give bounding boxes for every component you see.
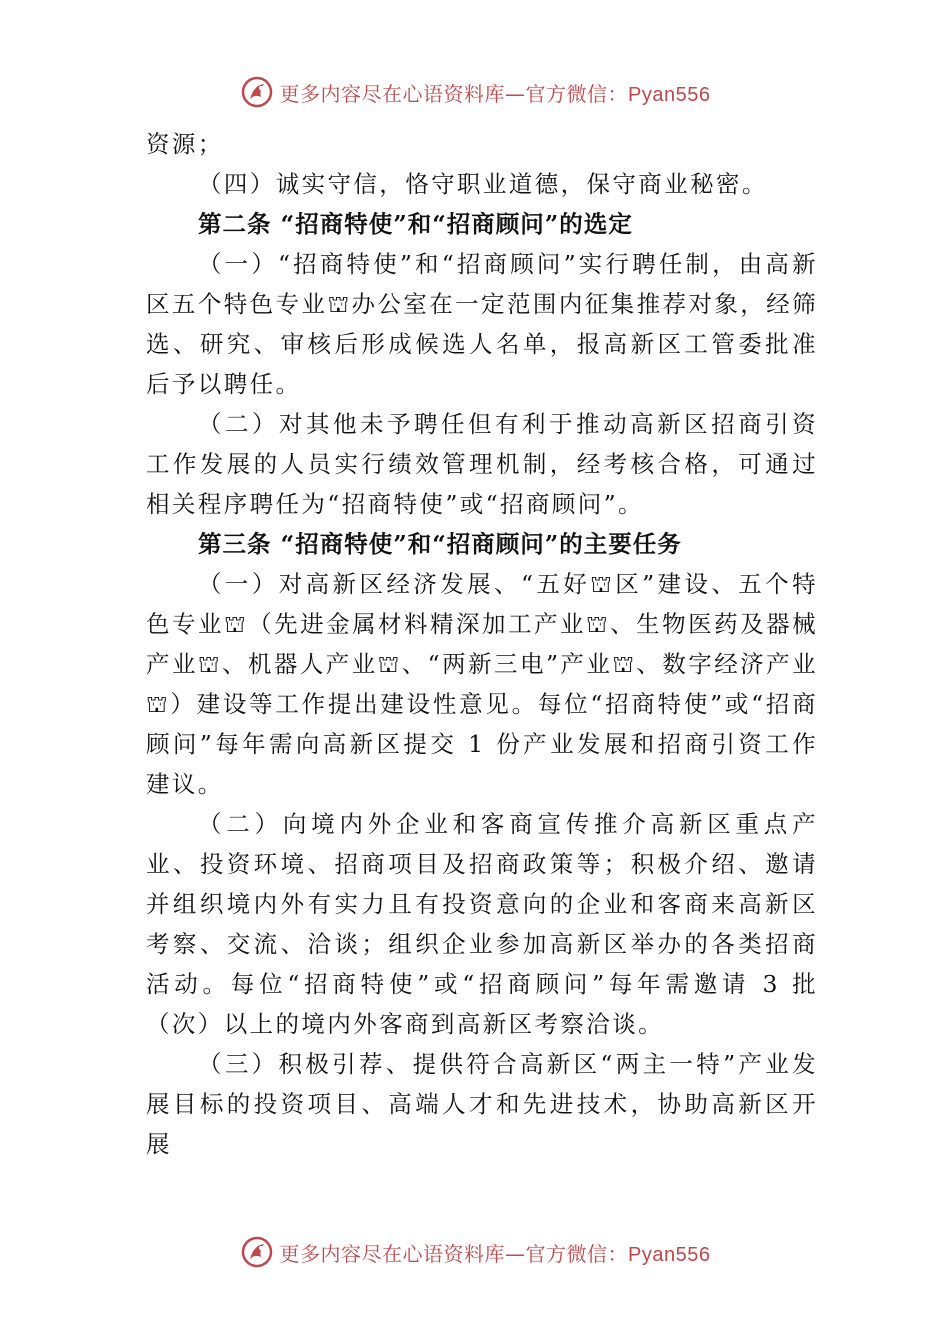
section-heading: 第三条 “招商特使”和“招商顾问”的主要任务 bbox=[198, 530, 682, 558]
paragraph: （一）对高新区经济发展、“五好⛫区”建设、五个特色专业⛫（先进金属材料精深加工产业⛫、生物医药及器械产业⛫、机器人产业⛫、“两新三电”产业⛫、数字经济产业⛫）建设等工作提出建设性意见。每位“招商特使”或“招商顾问”每年需向高新区提交 1 份产业发展和招商引资工作建议。 bbox=[146, 570, 818, 798]
paragraph: （二）对其他未予聘任但有利于推动高新区招商引资工作发展的人员实行绩效管理机制，经考核合格，可通过相关程序聘任为“招商特使”或“招商顾问”。 bbox=[146, 410, 818, 518]
paragraph: （三）积极引荐、提供符合高新区“两主一特”产业发展目标的投资项目、高端人才和先进技术，协助高新区开展 bbox=[146, 1050, 818, 1158]
paragraph: 资源； bbox=[146, 130, 224, 158]
section-heading: 第二条 “招商特使”和“招商顾问”的选定 bbox=[198, 210, 633, 238]
watermark-text: 更多内容尽在心语资料库—官方微信：Pyan556 bbox=[279, 81, 711, 106]
wechat-id: Pyan556 bbox=[628, 83, 711, 106]
watermark-text: 更多内容尽在心语资料库—官方微信：Pyan556 bbox=[279, 1241, 711, 1266]
paragraph: （二）向境内外企业和客商宣传推介高新区重点产业、投资环境、招商项目及招商政策等；积极介绍、邀请并组织境内外有实力且有投资意向的企业和客商来高新区考察、交流、洽谈；组织企业参加高新区举办的各类招商活动。每位“招商特使”或“招商顾问”每年需邀请 3 批（次）以上的境内外客商到高新区考察洽谈。 bbox=[146, 810, 818, 1038]
document-body bbox=[146, 124, 818, 1164]
wechat-id: Pyan556 bbox=[628, 1243, 711, 1266]
watermark-banner-bottom bbox=[0, 1230, 950, 1274]
paragraph: （四）诚实守信，恪守职业道德，保守商业秘密。 bbox=[198, 170, 768, 198]
watermark-banner-top bbox=[0, 70, 950, 114]
paragraph: （一）“招商特使”和“招商顾问”实行聘任制，由高新区五个特色专业⛫办公室在一定范围内征集推荐对象，经筛选、研究、审核后形成候选人名单，报高新区工管委批准后予以聘任。 bbox=[146, 250, 818, 398]
logo-icon bbox=[240, 75, 274, 109]
logo-icon bbox=[240, 1235, 274, 1269]
